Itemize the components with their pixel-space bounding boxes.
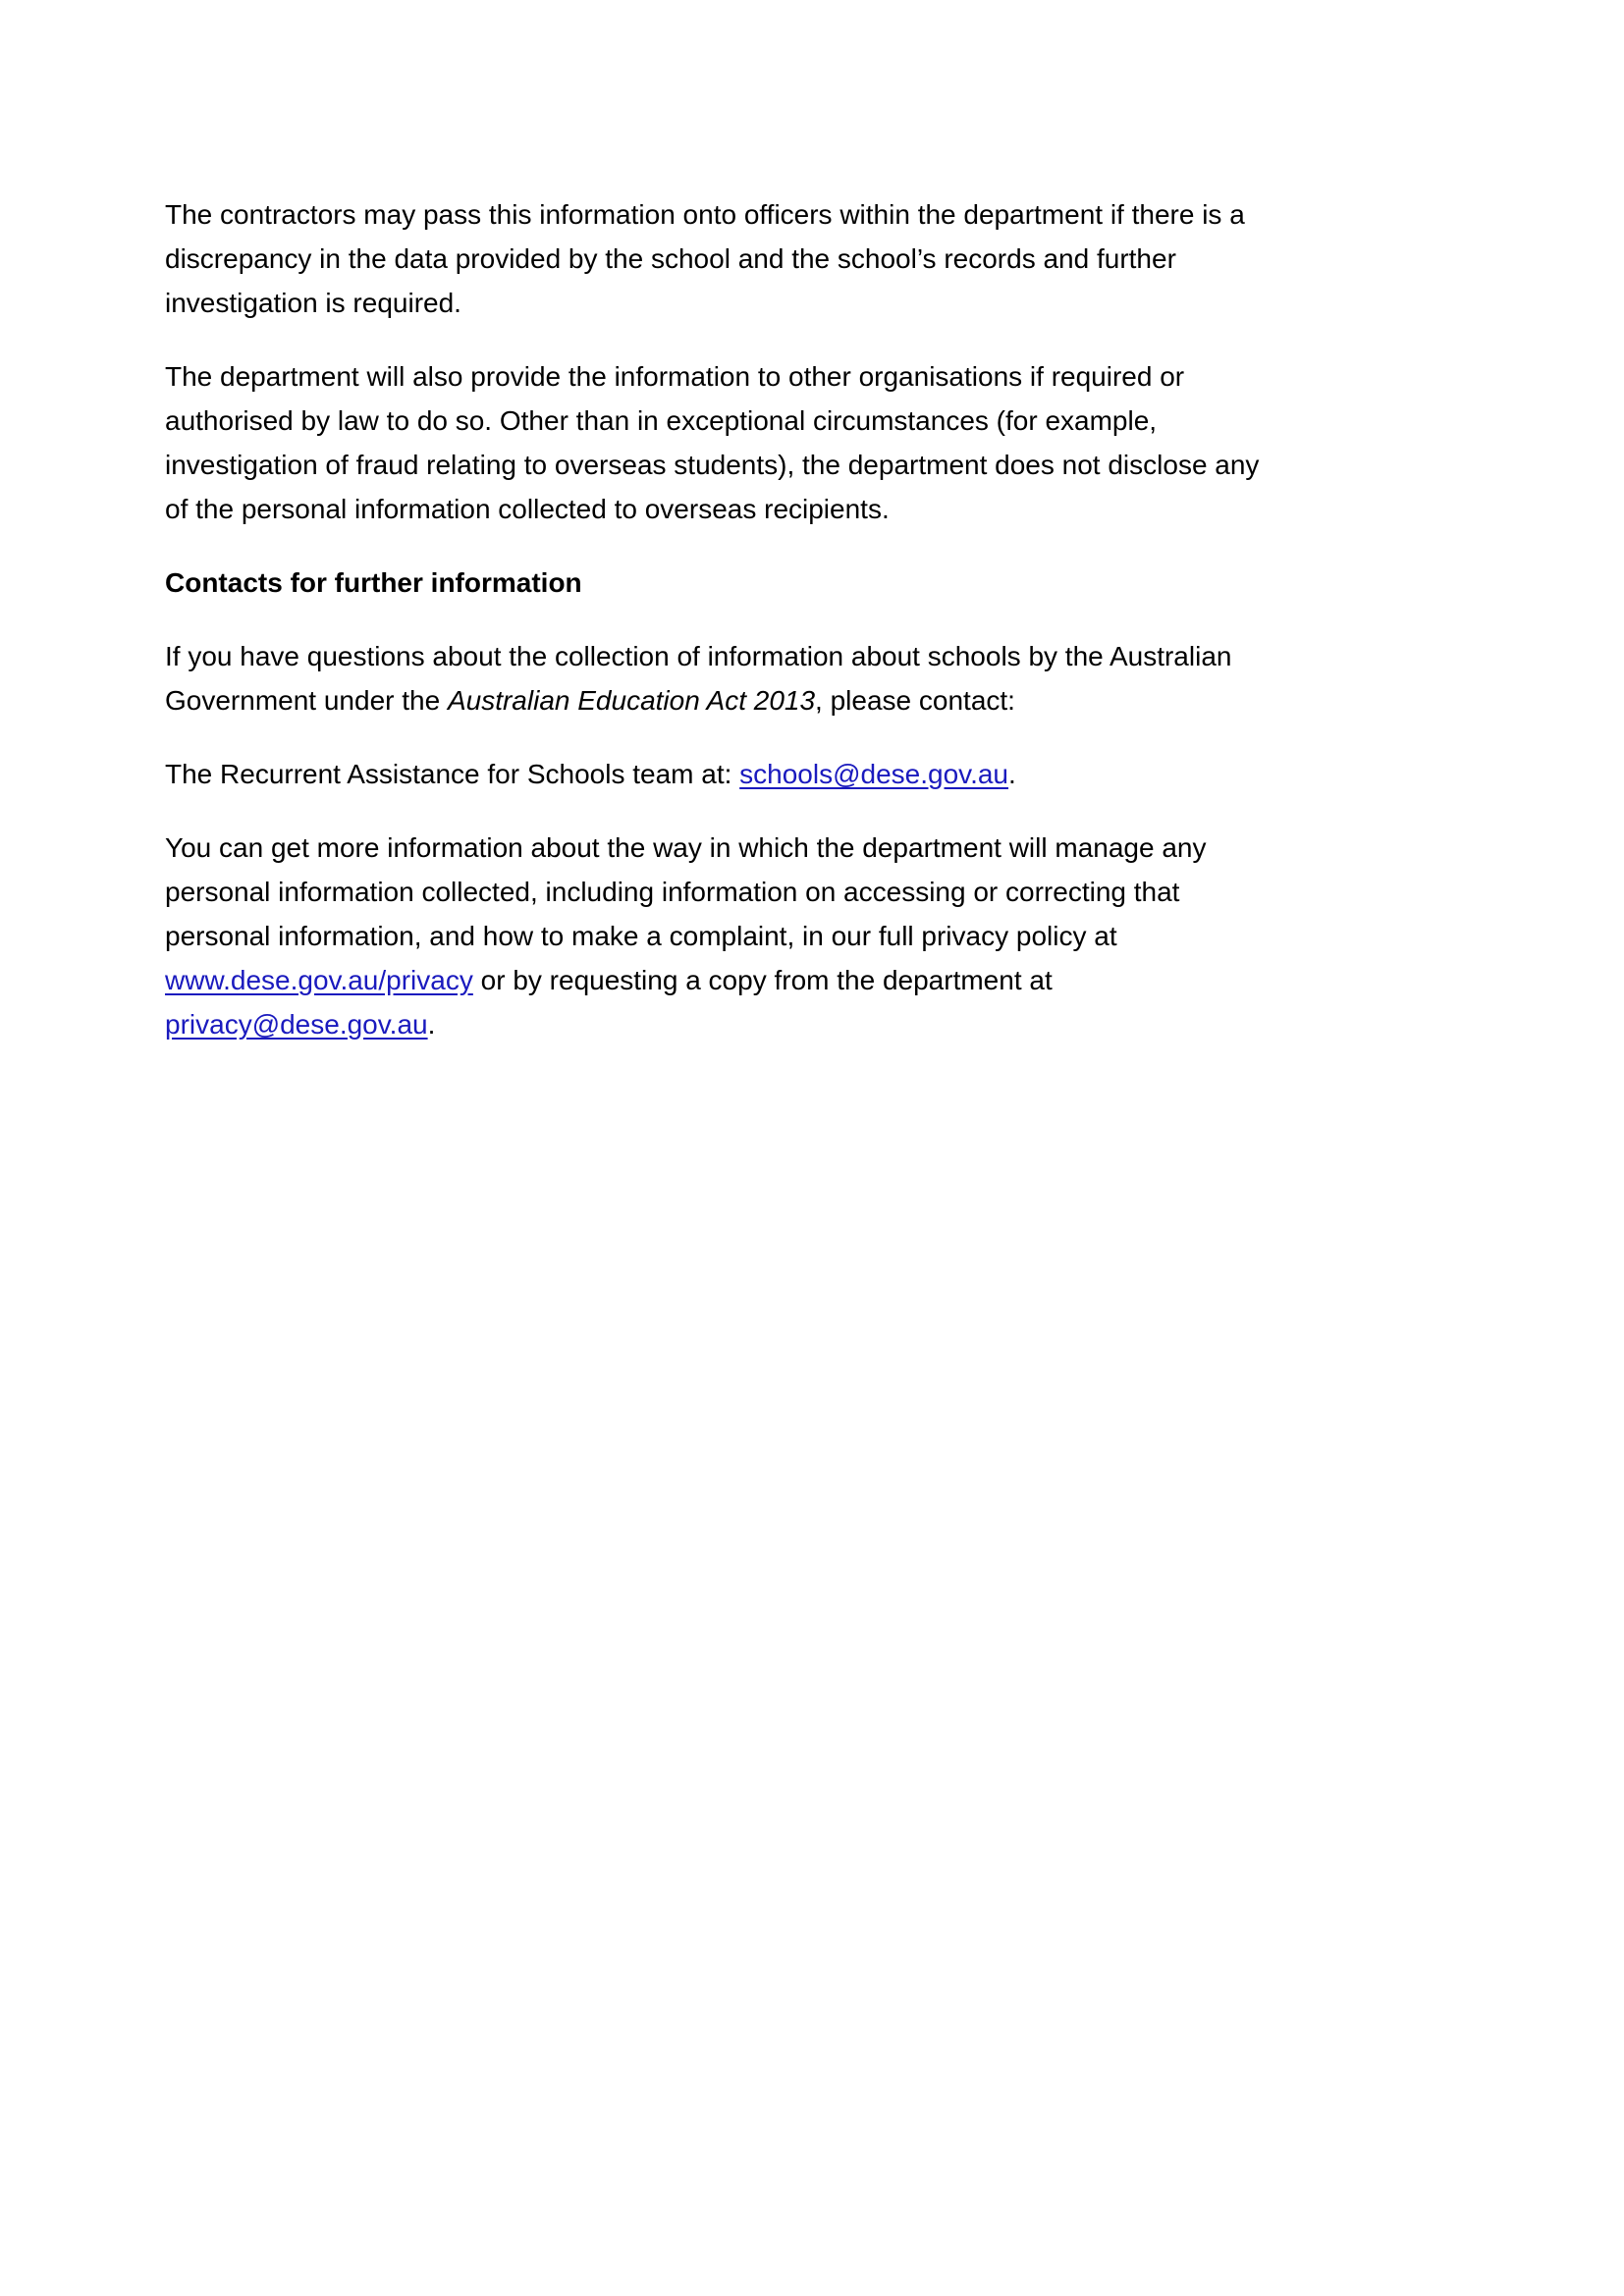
paragraph-line: personal information collected, including information on accessing or correcting that	[165, 877, 1180, 907]
paragraph-run: .	[427, 1009, 436, 1040]
paragraph-run: or by requesting a copy from the department at	[472, 965, 1053, 995]
paragraph-line: authorised by law to do so. Other than in exceptional circumstances (for example,	[165, 405, 1158, 436]
paragraph-disclosure	[165, 354, 1402, 531]
paragraph-line: If you have questions about the collection of information about schools by the Australian	[165, 641, 1232, 671]
paragraph-line: investigation of fraud relating to overseas students), the department does not disclose any	[165, 450, 1260, 480]
section-heading-contacts: Contacts for further information	[165, 567, 582, 598]
paragraph-line: personal information, and how to make a complaint, in our full privacy policy at	[165, 921, 1117, 951]
paragraph-run: .	[1008, 759, 1016, 789]
paragraph-line: The department will also provide the information to other organisations if required or	[165, 361, 1185, 392]
paragraph-contractors	[165, 192, 1402, 325]
paragraph-questions	[165, 634, 1402, 722]
paragraph-line: You can get more information about the way in which the department will manage any	[165, 832, 1207, 863]
schools-email-link[interactable]: schools@dese.gov.au	[739, 759, 1009, 789]
paragraph-line: of the personal information collected to overseas recipients.	[165, 494, 890, 524]
paragraph-run: , please contact:	[815, 685, 1015, 716]
paragraph-line: investigation is required.	[165, 288, 461, 318]
paragraph-run: Government under the	[165, 685, 448, 716]
paragraph-line: discrepancy in the data provided by the school and the school’s records and further	[165, 243, 1176, 274]
paragraph-privacy-policy	[165, 826, 1402, 1046]
privacy-email-link[interactable]: privacy@dese.gov.au	[165, 1009, 428, 1040]
paragraph-line: The contractors may pass this information onto officers within the department if there is a	[165, 199, 1245, 230]
paragraph-schools-team	[165, 752, 1402, 796]
act-title-italic: Australian Education Act 2013	[447, 685, 816, 716]
privacy-url-link[interactable]: www.dese.gov.au/privacy	[165, 965, 473, 995]
document-body	[165, 192, 1402, 1076]
paragraph-run: The Recurrent Assistance for Schools team at:	[165, 759, 740, 789]
